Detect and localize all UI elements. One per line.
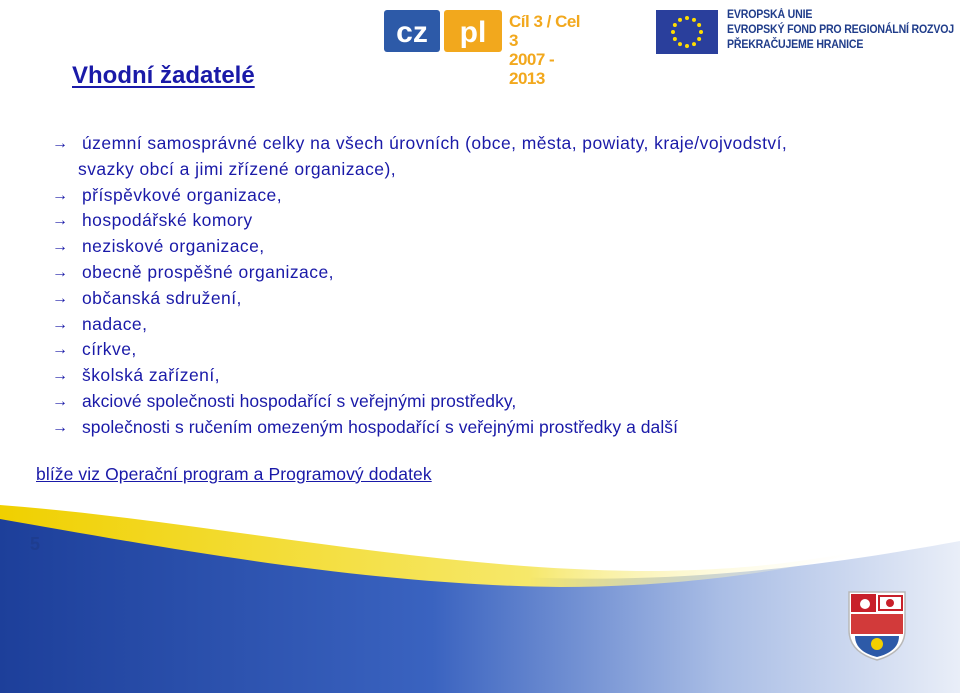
arrow-bullet-icon: → xyxy=(52,186,69,204)
page-title: Vhodní žadatelé xyxy=(72,62,255,89)
applicant-item-label: svazky obcí a jimi zřízené organizace), xyxy=(78,158,397,179)
eu-star-icon xyxy=(692,42,696,46)
decorative-wave xyxy=(0,505,960,693)
operational-program-link[interactable]: blíže viz Operační program a Programový dodatek xyxy=(36,464,432,484)
applicant-item xyxy=(50,415,930,441)
applicant-item-label: školská zařízení, xyxy=(82,365,220,386)
arrow-bullet-icon: → xyxy=(52,238,69,256)
arrow-bullet-icon: → xyxy=(52,418,69,436)
arrow-bullet-icon: → xyxy=(52,315,69,333)
arrow-bullet-icon: → xyxy=(52,341,69,359)
eu-logo-text xyxy=(727,8,954,53)
applicant-item-label: obecně prospěšné organizace, xyxy=(82,261,334,282)
applicant-item xyxy=(50,234,930,260)
program-years: 2007 - 2013 xyxy=(509,50,555,88)
applicant-item xyxy=(50,286,930,312)
program-goal: Cíl 3 / Cel 3 xyxy=(509,12,581,50)
eu-star-icon xyxy=(692,18,696,22)
applicant-item-label: nadace, xyxy=(82,313,148,334)
applicants-list xyxy=(50,131,930,441)
eu-star-icon xyxy=(697,37,701,41)
eu-star-icon xyxy=(699,30,703,34)
czpl-logo-pl: pl xyxy=(459,16,487,49)
applicant-item xyxy=(50,260,930,286)
eu-star-icon xyxy=(678,42,682,46)
eu-flag-icon xyxy=(656,10,718,54)
applicant-item-label: příspěvkové organizace, xyxy=(82,184,283,205)
applicant-item-label: územní samosprávné celky na všech úrovních (obce, města, powiaty, kraje/vojvodství, xyxy=(82,133,788,153)
arrow-bullet-icon: → xyxy=(52,212,69,230)
applicant-item-label: společnosti s ručením omezeným hospodařící s veřejnými prostředky a další xyxy=(82,416,678,437)
program-label xyxy=(509,12,589,88)
eu-slogan: PŘEKRAČUJEME HRANICE xyxy=(727,39,864,51)
applicant-item-label: občanská sdružení, xyxy=(82,287,242,308)
arrow-bullet-icon: → xyxy=(52,135,69,152)
applicant-item xyxy=(50,157,930,183)
arrow-bullet-icon: → xyxy=(52,367,69,385)
applicant-item xyxy=(50,363,930,389)
czpl-logo xyxy=(384,10,502,52)
eu-star-icon xyxy=(671,30,675,34)
arrow-bullet-icon: → xyxy=(52,263,69,281)
eu-star-icon xyxy=(673,23,677,27)
eu-fund: EVROPSKÝ FOND PRO REGIONÁLNÍ ROZVOJ xyxy=(727,24,954,36)
applicant-item-label: hospodářské komory xyxy=(82,210,253,231)
applicant-item xyxy=(50,337,930,363)
eu-star-icon xyxy=(697,23,701,27)
eu-star-icon xyxy=(685,44,689,48)
eu-star-icon xyxy=(678,18,682,22)
applicant-item-label: neziskové organizace, xyxy=(82,236,265,257)
czpl-logo-cz: cz xyxy=(396,16,428,49)
applicant-item xyxy=(50,312,930,338)
applicant-item xyxy=(50,389,930,415)
applicant-item-label: církve, xyxy=(82,339,137,360)
regional-crest-icon xyxy=(845,590,909,662)
page-number: 5 xyxy=(30,534,41,554)
eu-star-icon xyxy=(685,16,689,20)
eu-union: EVROPSKÁ UNIE xyxy=(727,9,813,21)
applicant-item xyxy=(50,208,930,234)
applicant-item xyxy=(50,183,930,209)
applicant-item xyxy=(50,131,930,157)
eu-star-icon xyxy=(673,37,677,41)
arrow-bullet-icon: → xyxy=(52,392,69,410)
applicant-item-label: akciové společnosti hospodařící s veřejnými prostředky, xyxy=(82,390,517,411)
arrow-bullet-icon: → xyxy=(52,289,69,307)
